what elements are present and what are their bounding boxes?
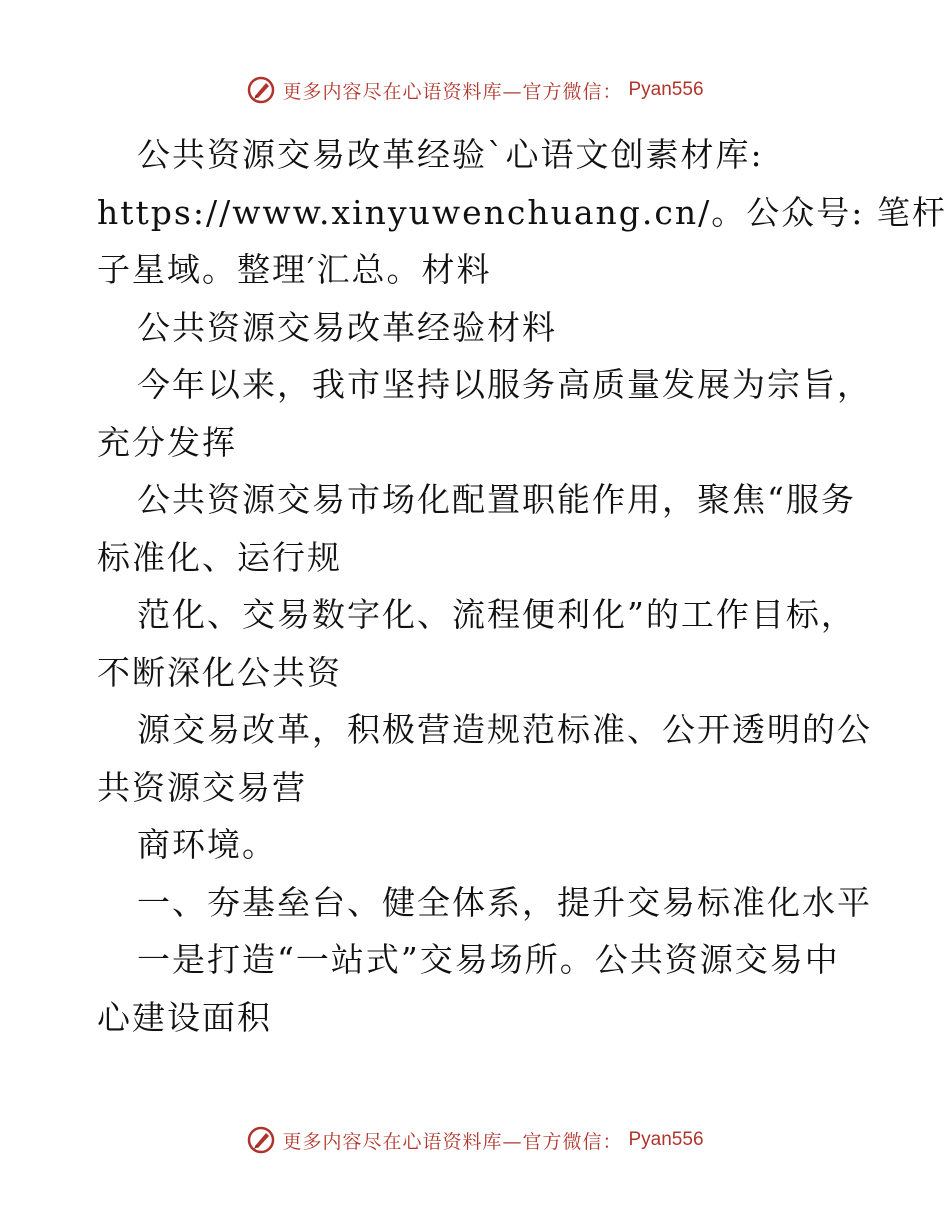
footer-watermark-text: 更多内容尽在心语资料库—官方微信： bbox=[282, 1130, 623, 1153]
footer-watermark bbox=[0, 1122, 950, 1158]
body-line: 充分发挥 bbox=[97, 422, 237, 462]
footer-watermark-handle: Pyan556 bbox=[628, 1129, 704, 1150]
body-line: 共资源交易营 bbox=[97, 767, 307, 807]
body-line: 源交易改革，积极营造规范标准、公开透明的公 bbox=[137, 710, 872, 749]
body-line: 标准化、运行规 bbox=[97, 537, 342, 577]
brush-logo-icon bbox=[246, 75, 276, 105]
document-body bbox=[97, 126, 947, 1046]
body-line: 公共资源交易市场化配置职能作用，聚焦“服务 bbox=[137, 480, 856, 519]
body-line: https://www.xinyuwenchuang.cn/。公众号: 笔杆 bbox=[97, 192, 947, 232]
header-watermark-handle: Pyan556 bbox=[628, 79, 704, 100]
header-watermark-text: 更多内容尽在心语资料库—官方微信： bbox=[282, 80, 623, 103]
body-line: 一是打造“一站式”交易场所。公共资源交易中 bbox=[137, 940, 840, 979]
document-title: 公共资源交易改革经验材料 bbox=[137, 307, 557, 347]
body-line: 公共资源交易改革经验`心语文创素材库: bbox=[137, 135, 764, 174]
header-watermark bbox=[0, 72, 950, 108]
brush-logo-icon bbox=[246, 1125, 276, 1155]
section-heading: 一、夯基垒台、健全体系，提升交易标准化水平 bbox=[137, 882, 872, 922]
body-line: 不断深化公共资 bbox=[97, 652, 342, 692]
body-line: 范化、交易数字化、流程便利化”的工作目标， bbox=[137, 595, 856, 634]
body-line: 今年以来，我市坚持以服务高质量发展为宗旨， bbox=[137, 365, 872, 404]
body-line: 子星域。整理′汇总。材料 bbox=[97, 250, 492, 289]
body-line: 心建设面积 bbox=[97, 997, 272, 1037]
body-line: 商环境。 bbox=[137, 825, 277, 864]
